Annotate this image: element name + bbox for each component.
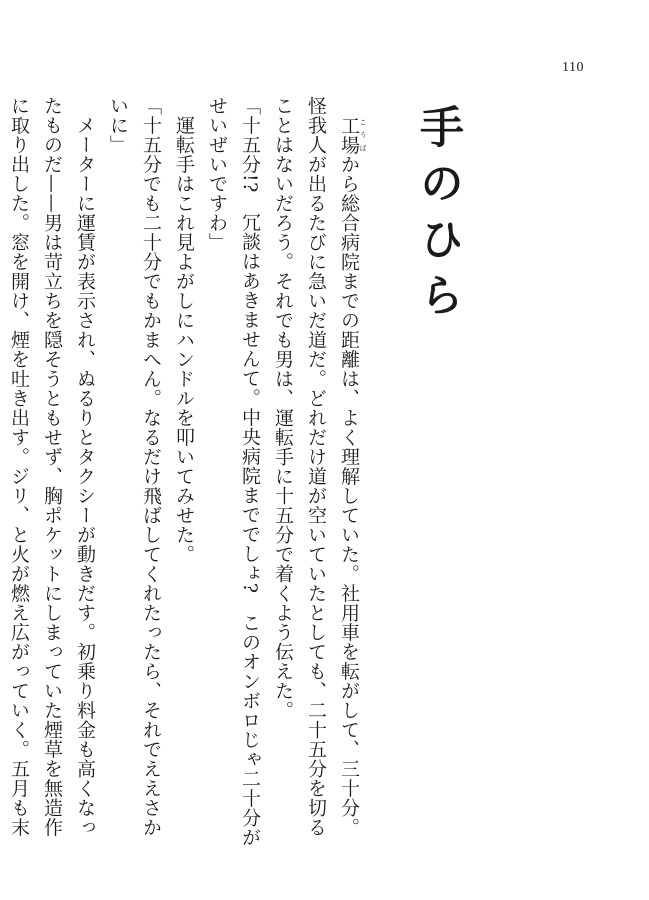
paragraph-1 [266,96,367,856]
paragraph-3: 運転手はこれ見よがしにハンドルを叩いてみせた。 [173,96,195,564]
paragraph-4: 「十五分でも二十分でもかまへん。なるだけ飛ばしてくれたったら、それでええさかいに」 [107,96,162,837]
chapter-title: 手のひら [412,104,463,328]
page-number: 110 [562,60,584,75]
vertical-text-body [0,96,469,856]
ruby-base: 工場 [338,115,360,155]
paragraph-2: 「十五分!? 冗談はあきませんて。中央病院まででしょ? このオンボロじゃ二十分がせいぜいですわ」 [206,96,261,848]
paragraph-1-lead [338,96,360,116]
paragraph-1-text: から総合病院までの距離は、よく理解していた。社用車を転がして、三十分。怪我人が出るたびに急いだ道だ。どれだけ道が空いていたとしても、二十五分を切ることはないだろう。それでも男は、運転手に十五分で着くよう伝えた。 [272,96,360,837]
furigana-kouba [338,115,367,155]
paragraph-5: メーターに運賃が表示され、ぬるりとタクシーが動きだす。初乗り料金も高くなったものだ——男は苛立ちを隠そうともせず、胸ポケットにしまっていた煙草を無造作に取り出した。窓を開け、煙を吐き出す。ジリ、と火が燃え広がっていく。五月も末 [8,96,96,837]
ruby-reading: こうば [359,115,367,155]
